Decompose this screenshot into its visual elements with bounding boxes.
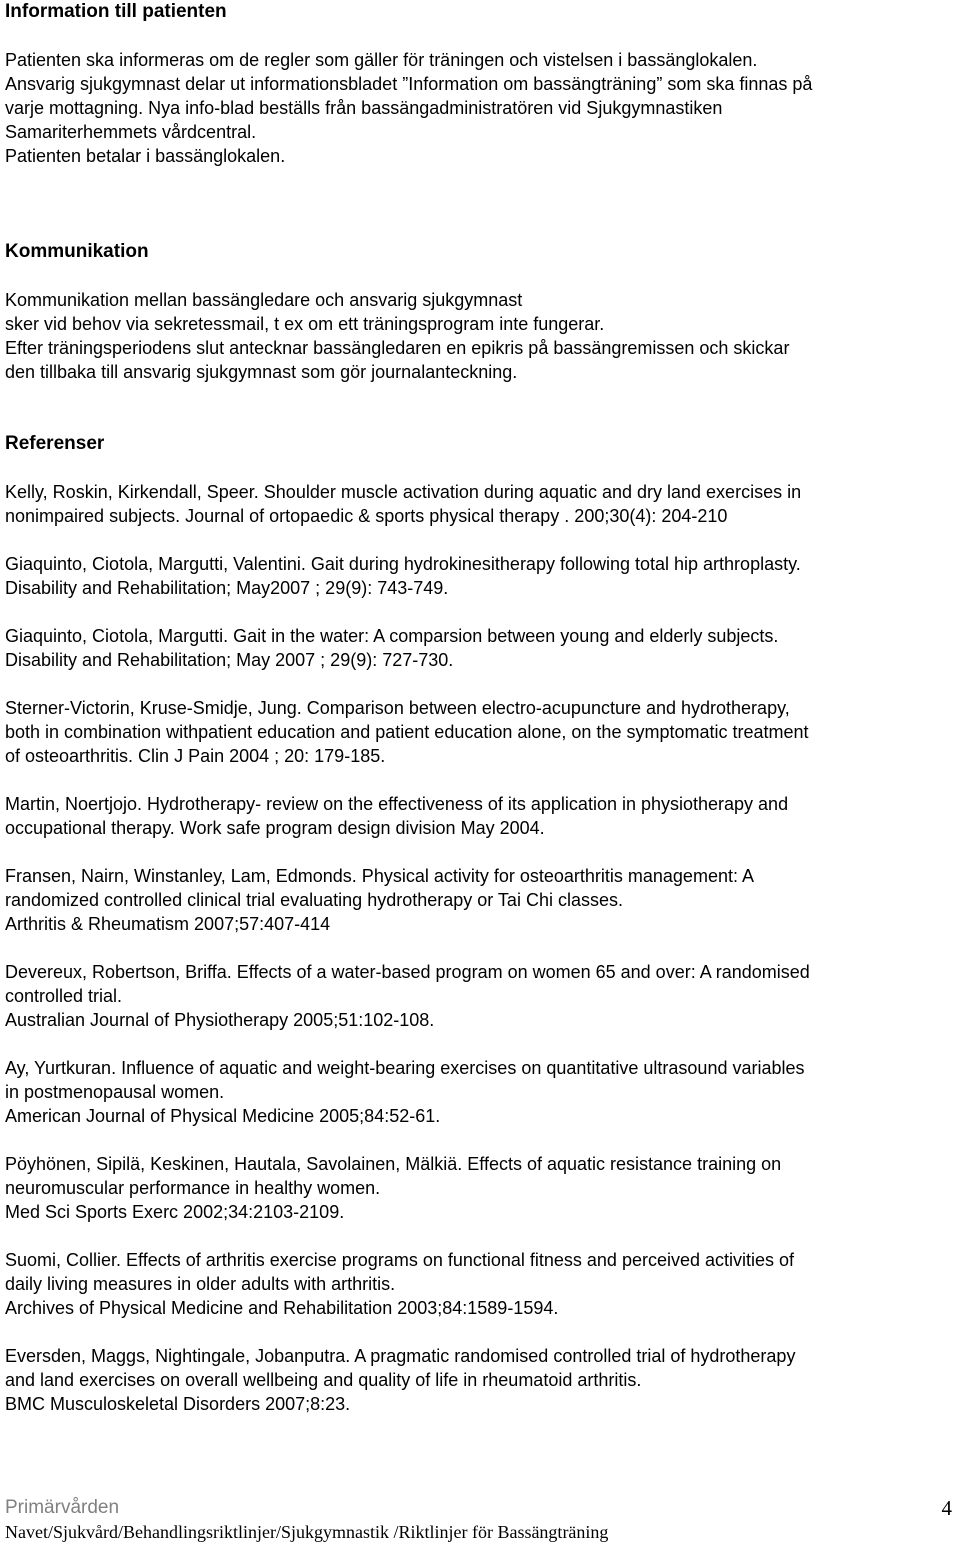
text-line: Kommunikation mellan bassängledare och ansvarig sjukgymnast	[5, 290, 523, 310]
section-kommunikation	[5, 240, 955, 384]
reference-line: of osteoarthritis. Clin J Pain 2004 ; 20: 179-185.	[5, 746, 386, 766]
reference-entry	[5, 1248, 955, 1320]
reference-line: and land exercises on overall wellbeing and quality of life in rheumatoid arthritis.	[5, 1370, 642, 1390]
reference-line: Disability and Rehabilitation; May 2007 ; 29(9): 727-730.	[5, 650, 454, 670]
reference-line: BMC Musculoskeletal Disorders 2007;8:23.	[5, 1394, 351, 1414]
section-heading-kommunikation: Kommunikation	[5, 241, 149, 262]
reference-line: American Journal of Physical Medicine 2005;84:52-61.	[5, 1106, 441, 1126]
kommunikation-paragraph	[5, 288, 955, 384]
reference-line: in postmenopausal women.	[5, 1082, 225, 1102]
reference-line: Giaquinto, Ciotola, Margutti. Gait in the water: A comparsion between young and elderly subjects.	[5, 626, 779, 646]
reference-line: Eversden, Maggs, Nightingale, Jobanputra. A pragmatic randomised controlled trial of hydrotherapy	[5, 1346, 796, 1366]
footer-document-path: Navet/Sjukvård/Behandlingsriktlinjer/Sjukgymnastik /Riktlinjer för Bassängträning	[5, 1522, 609, 1542]
reference-line: nonimpaired subjects. Journal of ortopaedic & sports physical therapy . 200;30(4): 204-210	[5, 506, 728, 526]
reference-line: randomized controlled clinical trial evaluating hydrotherapy or Tai Chi classes.	[5, 890, 623, 910]
reference-line: neuromuscular performance in healthy women.	[5, 1178, 381, 1198]
reference-line: controlled trial.	[5, 986, 123, 1006]
reference-line: Ay, Yurtkuran. Influence of aquatic and weight-bearing exercises on quantitative ultrasound variables	[5, 1058, 805, 1078]
page-number: 4	[941, 1496, 952, 1520]
reference-line: Fransen, Nairn, Winstanley, Lam, Edmonds. Physical activity for osteoarthritis management: A	[5, 866, 754, 886]
reference-line: Arthritis & Rheumatism 2007;57:407-414	[5, 914, 331, 934]
reference-line: Suomi, Collier. Effects of arthritis exercise programs on functional fitness and perceived activities of	[5, 1250, 795, 1270]
reference-line: Disability and Rehabilitation; May2007 ; 29(9): 743-749.	[5, 578, 449, 598]
reference-entry	[5, 1056, 955, 1128]
document-page	[5, 0, 955, 1416]
information-paragraph	[5, 48, 955, 168]
reference-entry	[5, 1152, 955, 1224]
reference-line: Med Sci Sports Exerc 2002;34:2103-2109.	[5, 1202, 345, 1222]
section-heading-referenser: Referenser	[5, 433, 105, 454]
text-line: Patienten ska informeras om de regler som gäller för träningen och vistelsen i bassänglokalen.	[5, 50, 758, 70]
text-line: varje mottagning. Nya info-blad beställs från bassängadministratören vid Sjukgymnastiken	[5, 98, 723, 118]
reference-entry	[5, 960, 955, 1032]
section-heading-information: Information till patienten	[5, 1, 227, 22]
text-line: Patienten betalar i bassänglokalen.	[5, 146, 286, 166]
section-information	[5, 0, 955, 168]
reference-entry	[5, 1344, 955, 1416]
reference-line: Kelly, Roskin, Kirkendall, Speer. Shoulder muscle activation during aquatic and dry land exercises in	[5, 482, 802, 502]
reference-entry	[5, 480, 955, 528]
reference-line: Archives of Physical Medicine and Rehabilitation 2003;84:1589-1594.	[5, 1298, 559, 1318]
reference-line: Sterner-Victorin, Kruse-Smidje, Jung. Comparison between electro-acupuncture and hydrotherapy,	[5, 698, 790, 718]
reference-line: Devereux, Robertson, Briffa. Effects of a water-based program on women 65 and over: A randomised	[5, 962, 810, 982]
reference-line: daily living measures in older adults with arthritis.	[5, 1274, 396, 1294]
reference-line: Martin, Noertjojo. Hydrotherapy- review on the effectiveness of its application in physiotherapy and	[5, 794, 789, 814]
reference-entry	[5, 624, 955, 672]
reference-line: occupational therapy. Work safe program design division May 2004.	[5, 818, 545, 838]
reference-line: Pöyhönen, Sipilä, Keskinen, Hautala, Savolainen, Mälkiä. Effects of aquatic resistance training on	[5, 1154, 782, 1174]
text-line: Ansvarig sjukgymnast delar ut informationsbladet ”Information om bassängträning” som ska finnas på	[5, 74, 813, 94]
reference-entry	[5, 552, 955, 600]
reference-line: Australian Journal of Physiotherapy 2005;51:102-108.	[5, 1010, 435, 1030]
reference-entry	[5, 696, 955, 768]
reference-line: Giaquinto, Ciotola, Margutti, Valentini. Gait during hydrokinesitherapy following total hip arthroplasty.	[5, 554, 801, 574]
page-footer	[5, 1496, 952, 1544]
text-line: Efter träningsperiodens slut antecknar bassängledaren en epikris på bassängremissen och skickar	[5, 338, 790, 358]
reference-entry	[5, 864, 955, 936]
reference-entry	[5, 792, 955, 840]
footer-brand: Primärvården	[5, 1497, 120, 1518]
text-line: Samariterhemmets vårdcentral.	[5, 122, 257, 142]
section-referenser	[5, 432, 955, 1416]
text-line: den tillbaka till ansvarig sjukgymnast som gör journalanteckning.	[5, 362, 518, 382]
reference-line: both in combination withpatient education and patient education alone, on the symptomatic treatment	[5, 722, 809, 742]
text-line: sker vid behov via sekretessmail, t ex om ett träningsprogram inte fungerar.	[5, 314, 605, 334]
